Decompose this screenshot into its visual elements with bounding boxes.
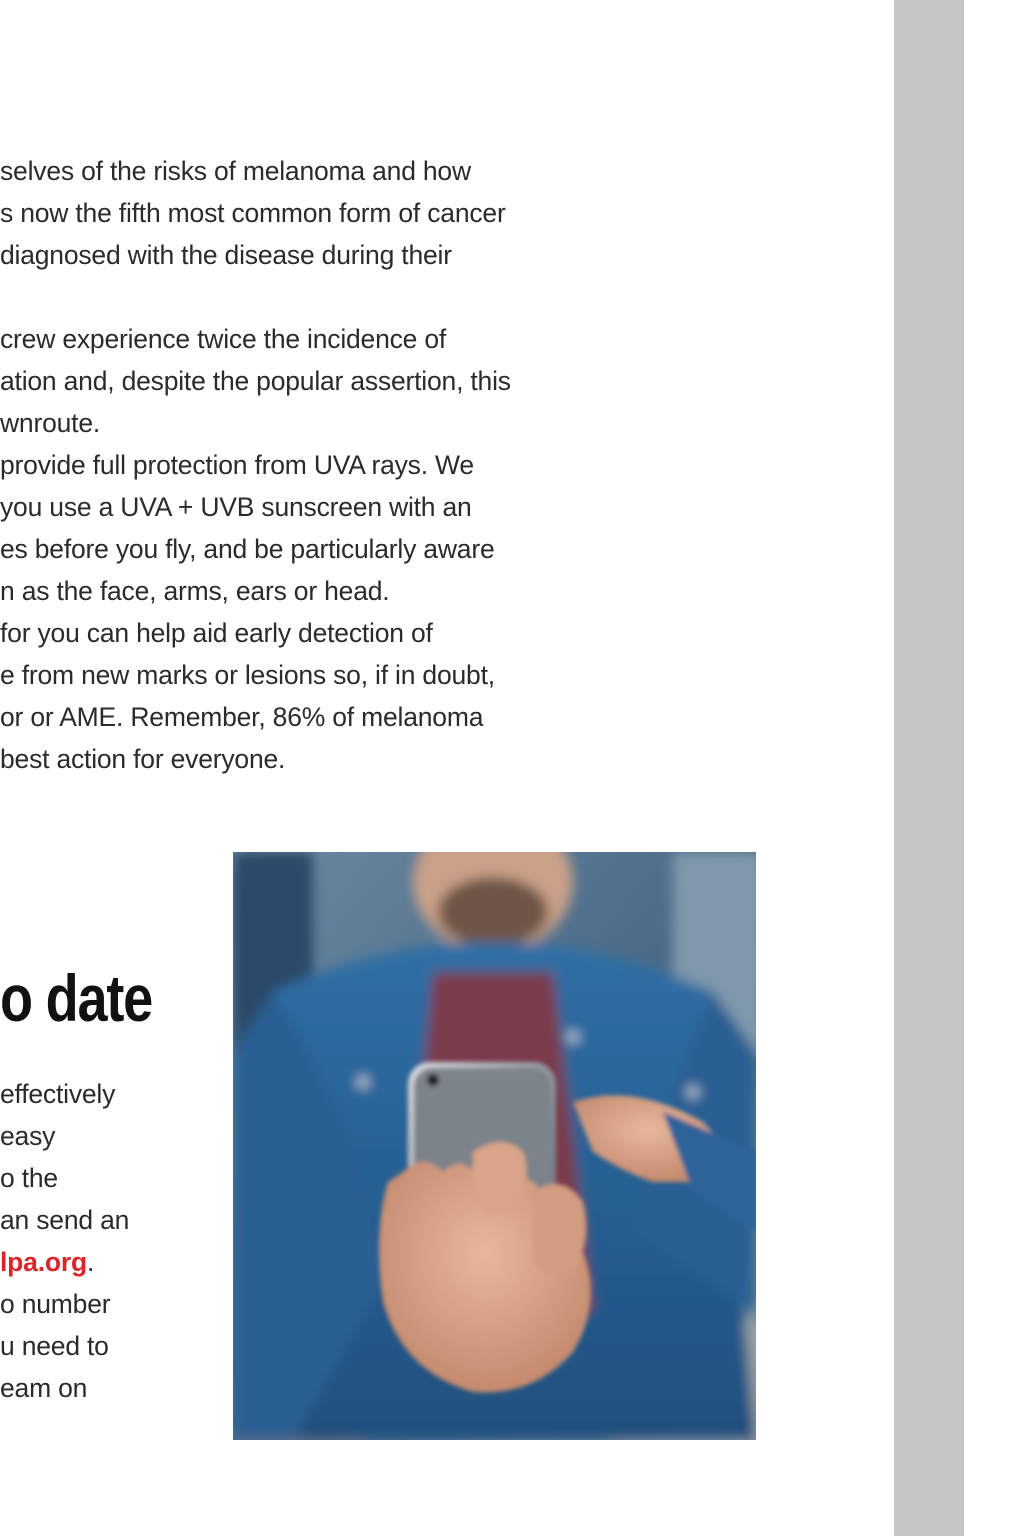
article-line: best action for everyone. [0,744,286,774]
article-line: wnroute. [0,408,101,438]
article-line: s now the fifth most common form of cancer [0,198,506,228]
photo-illustration [233,852,756,1440]
article-line: you use a UVA + UVB sunscreen with an [0,492,472,522]
article-line: or or AME. Remember, 86% of melanoma [0,702,484,732]
section-line: o number [0,1289,111,1319]
link-suffix: . [86,1247,95,1277]
article-line: diagnosed with the disease during their [0,240,452,270]
paragraph-gap [0,276,580,318]
section-line: effectively [0,1079,116,1109]
section-line: an send an [0,1205,130,1235]
photo-man-with-smartphone [233,852,756,1440]
email-link[interactable]: lpa.org [0,1247,87,1277]
section-link-line [0,1241,220,1283]
section-body [0,1073,220,1409]
section-heading: o date [0,961,152,1035]
section-line: u need to [0,1331,109,1361]
article-line: ation and, despite the popular assertion, this [0,366,511,396]
article-line: e from new marks or lesions so, if in doubt, [0,660,495,690]
sidebar-stripe [894,0,964,1536]
section-line: eam on [0,1373,88,1403]
article-line: for you can help aid early detection of [0,618,433,648]
article-line: provide full protection from UVA rays. We [0,450,474,480]
section-line: o the [0,1163,58,1193]
article-line: selves of the risks of melanoma and how [0,156,471,186]
article-line: n as the face, arms, ears or head. [0,576,390,606]
article-line: es before you fly, and be particularly aware [0,534,495,564]
article-body [0,150,580,780]
article-line: crew experience twice the incidence of [0,324,447,354]
section-line: easy [0,1121,56,1151]
